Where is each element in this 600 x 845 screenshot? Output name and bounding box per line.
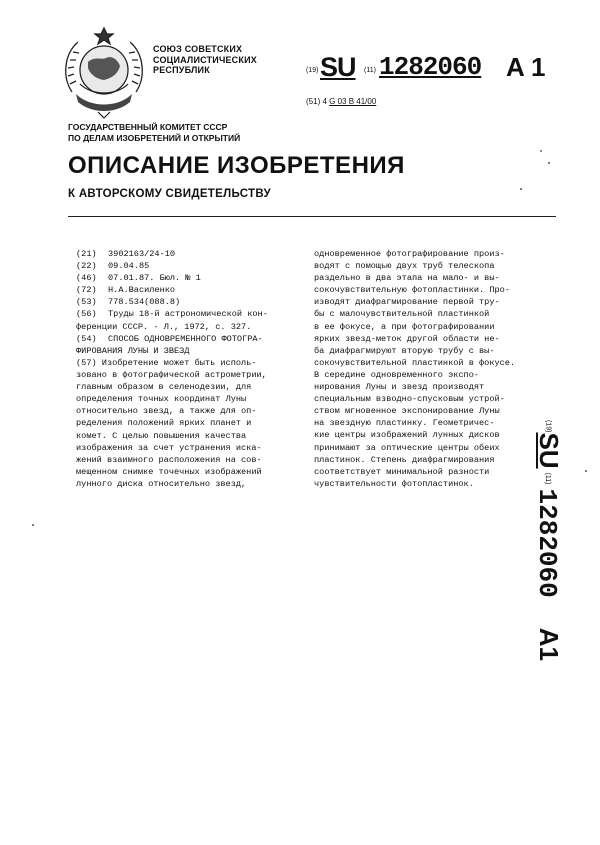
biblio-value: СПОСОБ ОДНОВРЕМЕННОГО ФОТОГРА- <box>108 333 263 344</box>
side-patent-number: 1282060 <box>532 488 562 598</box>
abstract-line: ством мгновенное экспонирование Луны <box>314 406 500 417</box>
biblio-value: 778.534(088.8) <box>108 297 181 308</box>
abstract-line: изводят диафрагмирование первой тру- <box>314 297 500 308</box>
biblio-value: 07.01.87. Бюл. № 1 <box>108 273 201 284</box>
abstract-line: специальным взводно-спусковым устрой- <box>314 394 505 405</box>
inid-code: (54) <box>76 333 97 344</box>
abstract-line: определения точных координат Луны <box>76 394 247 405</box>
union-name-line-1: СОЮЗ СОВЕТСКИХ <box>153 44 243 54</box>
abstract-line: мещенном снимке точечных изображений <box>76 466 262 477</box>
inid-code-51: (51) 4 <box>306 97 327 106</box>
abstract-line: ба диафрагмируют вторую трубу с вы- <box>314 345 495 356</box>
scan-speck <box>540 150 542 152</box>
committee-name <box>68 122 240 144</box>
abstract-line: лунного диска относительно звезд, <box>76 478 247 489</box>
abstract-line: относительно звезд, а также для оп- <box>76 406 257 417</box>
abstract-line: комет. С целью повышения качества <box>76 430 247 441</box>
abstract-line: кие центры изображений лунных дисков <box>314 430 500 441</box>
abstract-line: жений взаимного расположения на сов- <box>76 454 262 465</box>
biblio-entry <box>76 296 302 308</box>
biblio-entry <box>76 284 302 296</box>
abstract-right-column <box>314 248 528 490</box>
inid-code-19: (19) <box>306 67 319 74</box>
document-title: ОПИСАНИЕ ИЗОБРЕТЕНИЯ <box>68 152 405 179</box>
abstract-line: изображения за счет устранения иска- <box>76 442 262 453</box>
abstract-line: водят с помощью двух труб телескопа <box>314 261 495 272</box>
union-name <box>153 44 257 76</box>
abstract-left-column <box>76 357 302 490</box>
scan-speck <box>520 188 522 190</box>
biblio-entry <box>76 272 302 284</box>
ussr-state-emblem-icon <box>58 22 150 120</box>
abstract-line: раздельно в два этапа на мало- и вы- <box>314 273 500 284</box>
inid-code: (53) <box>76 297 97 308</box>
biblio-value: 09.04.85 <box>108 261 150 272</box>
inid-code: (21) <box>76 249 97 259</box>
inid-code-11: (11) <box>364 67 376 74</box>
union-name-line-2: СОЦИАЛИСТИЧЕСКИХ <box>153 54 257 65</box>
kind-code: A 1 <box>506 52 546 82</box>
abstract-line: (57) Изобретение может быть исполь- <box>76 358 257 368</box>
inid-code: (46) <box>76 273 97 284</box>
scan-speck <box>32 524 34 526</box>
biblio-entry <box>76 260 302 272</box>
biblio-entry <box>76 248 302 260</box>
union-name-line-3: РЕСПУБЛИК <box>153 65 210 75</box>
abstract-line: зовано в фотографической астрометрии, <box>76 370 267 381</box>
scan-speck <box>548 162 550 164</box>
country-code: SU <box>320 52 356 82</box>
abstract-line: сокочувствительной пластинкой в фокусе. <box>314 357 516 368</box>
committee-line-1: ГОСУДАРСТВЕННЫЙ КОМИТЕТ СССР <box>68 122 228 132</box>
biblio-value: ференции СССР. - Л., 1972, с. 327. <box>76 321 252 332</box>
abstract-line: чувствительности фотопластинок. <box>314 478 474 489</box>
abstract-line: соответствует минимальной разности <box>314 466 490 477</box>
side-inid-code-11: (11) <box>544 472 552 485</box>
biblio-entry <box>76 308 302 320</box>
abstract-line: В середине одновременного экспо- <box>314 369 480 380</box>
abstract-line: главным образом в селенодезии, для <box>76 382 252 393</box>
header-divider <box>68 216 556 217</box>
abstract-line: ределения положений ярких планет и <box>76 418 252 429</box>
side-inid-code-19: (19) <box>544 420 552 433</box>
committee-line-2: ПО ДЕЛАМ ИЗОБРЕТЕНИЙ И ОТКРЫТИЙ <box>68 133 241 143</box>
abstract-line: сокочувствительную фотопластинки. Про- <box>314 285 510 296</box>
inid-code: (72) <box>76 285 97 296</box>
inid-code: (22) <box>76 261 97 272</box>
biblio-value: ФИРОВАНИЯ ЛУНЫ И ЗВЕЗД <box>76 345 190 356</box>
inid-code: (56) <box>76 309 97 320</box>
side-patent-stamp-text <box>524 420 564 690</box>
abstract-line: пластинок. Степень диафрагмирования <box>314 454 495 465</box>
document-subtitle: К АВТОРСКОМУ СВИДЕТЕЛЬСТВУ <box>68 188 271 200</box>
biblio-value: 3902163/24-10 <box>108 249 176 259</box>
side-kind-code: A1 <box>534 627 564 661</box>
bibliographic-data <box>76 248 302 357</box>
abstract-line: ярких звезд-меток другой области не- <box>314 333 500 344</box>
patent-number-line <box>306 52 571 82</box>
scan-speck <box>585 470 587 472</box>
abstract-line: на звездную пластинку. Геометричес- <box>314 418 495 429</box>
biblio-entry <box>76 333 302 345</box>
side-patent-stamp <box>516 420 576 680</box>
biblio-entry-continuation <box>76 345 302 357</box>
abstract-line: нирования Луны и звезд производят <box>314 382 485 393</box>
side-country-code: SU <box>534 432 564 469</box>
abstract-line: одновременное фотографирование произ- <box>314 249 505 259</box>
biblio-value: Труды 18-й астрономической кон- <box>108 309 268 320</box>
ipc-classification <box>306 97 376 106</box>
abstract-line: бы с малочувствительной пластинкой <box>314 309 490 320</box>
patent-number: 1282060 <box>379 52 482 82</box>
abstract-line: принимают за оптические центры обеих <box>314 442 500 453</box>
ipc-code: G 03 B 41/00 <box>329 97 377 106</box>
biblio-entry-continuation <box>76 321 302 333</box>
abstract-line: в ее фокусе, а при фотографировании <box>314 321 495 332</box>
biblio-value: Н.А.Василенко <box>108 285 176 296</box>
